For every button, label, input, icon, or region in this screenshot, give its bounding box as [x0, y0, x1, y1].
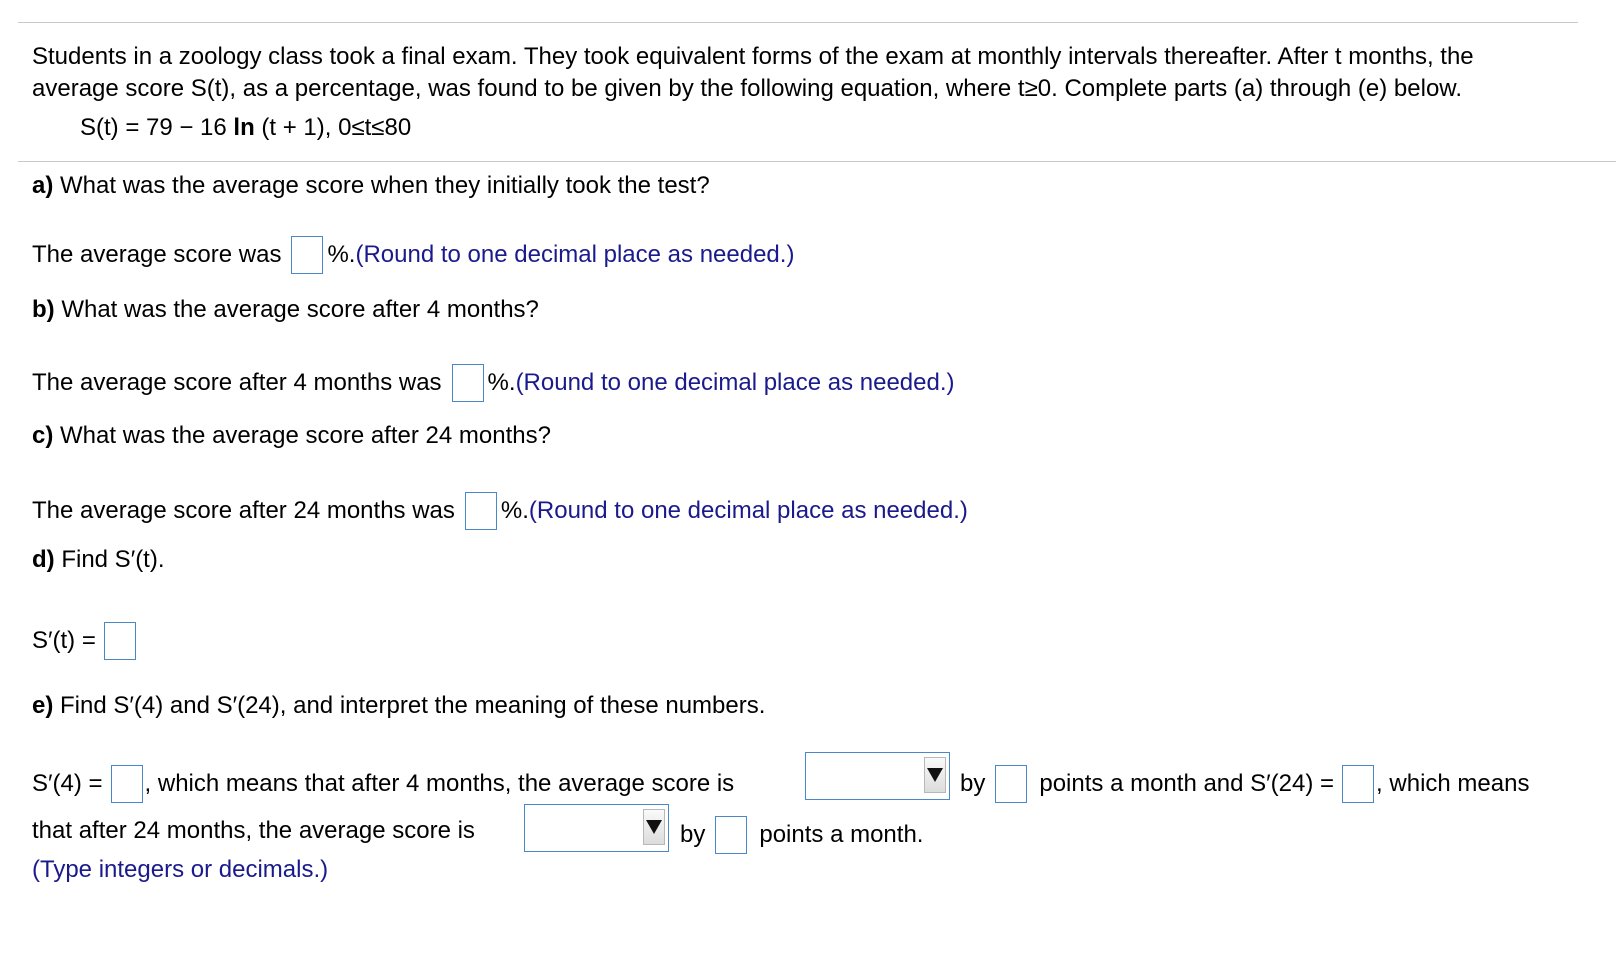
part-c-question: [32, 421, 551, 451]
part-e-hint: (Type integers or decimals.): [32, 856, 329, 883]
part-e-rate-4-input[interactable]: [995, 765, 1027, 803]
equation: [80, 113, 411, 143]
top-divider: [18, 22, 1578, 23]
part-a-label: a): [32, 172, 54, 199]
part-e-s4-input[interactable]: [111, 765, 143, 803]
part-e-line-1-rest: [960, 765, 1529, 803]
part-c-question-text: What was the average score after 24 months?: [53, 422, 551, 449]
dropdown-arrow-icon[interactable]: [924, 757, 946, 793]
part-c-answer-prefix: The average score after 24 months was: [32, 497, 455, 524]
part-e-line-2-rest: [680, 816, 923, 854]
part-e-question-text: Find S′(4) and S′(24), and interpret the meaning of these numbers.: [53, 692, 766, 719]
part-c-label: c): [32, 422, 54, 449]
part-e-middle-2: points a month and S′(24) =: [1039, 770, 1335, 797]
part-e-dropdown-2[interactable]: [524, 804, 669, 852]
part-e-by-1: by: [960, 770, 986, 797]
part-a-answer-prefix: The average score was: [32, 241, 282, 268]
part-a-answer-suffix: %.: [327, 241, 356, 268]
part-e-line-2: [32, 816, 475, 846]
intro-line-1: Students in a zoology class took a final exam. They took equivalent forms of the exam at monthly intervals thereafter. After t months, the: [32, 43, 1474, 70]
part-e-line-1: [32, 765, 734, 803]
equation-pre: S(t) = 79 − 16: [80, 114, 234, 141]
part-b-answer-row: [32, 364, 955, 402]
intro-line-2: average score S(t), as a percentage, was found to be given by the following equation, where t≥0. Complete parts (a) through (e) below.: [32, 75, 1462, 102]
part-a-answer-input[interactable]: [291, 236, 323, 274]
part-c-answer-suffix: %.: [500, 497, 529, 524]
part-e-rate-24-input[interactable]: [715, 816, 747, 854]
part-b-question-text: What was the average score after 4 months?: [54, 296, 539, 323]
part-d-question: [32, 545, 165, 575]
part-a-question-text: What was the average score when they initially took the test?: [53, 172, 710, 199]
part-d-label: d): [32, 546, 55, 573]
part-e-line-2-suffix: points a month.: [759, 821, 924, 848]
section-divider: [18, 161, 1616, 162]
part-d-answer-input[interactable]: [104, 622, 136, 660]
part-c-answer-row: [32, 492, 968, 530]
part-e-s24-input[interactable]: [1342, 765, 1374, 803]
part-e-dropdown-1[interactable]: [805, 752, 950, 800]
part-a-answer-row: [32, 236, 794, 274]
part-e-label: e): [32, 692, 54, 719]
part-b-answer-input[interactable]: [452, 364, 484, 402]
part-b-answer-prefix: The average score after 4 months was: [32, 369, 442, 396]
part-c-hint: (Round to one decimal place as needed.): [528, 497, 968, 524]
part-b-label: b): [32, 296, 55, 323]
part-c-answer-input[interactable]: [465, 492, 497, 530]
equation-post: (t + 1), 0≤t≤80: [254, 114, 412, 141]
equation-ln: ln: [233, 114, 255, 141]
part-a-hint: (Round to one decimal place as needed.): [355, 241, 795, 268]
part-e-line-2-prefix: that after 24 months, the average score is: [32, 817, 475, 844]
part-e-which-means: , which means: [1376, 770, 1530, 797]
part-b-answer-suffix: %.: [487, 369, 516, 396]
part-a-question: [32, 171, 710, 201]
dropdown-arrow-icon[interactable]: [643, 809, 665, 845]
part-b-question: [32, 295, 539, 325]
part-b-hint: (Round to one decimal place as needed.): [515, 369, 955, 396]
part-d-answer-row: [32, 622, 140, 660]
part-e-s4-prefix: S′(4) =: [32, 770, 103, 797]
part-d-answer-prefix: S′(t) =: [32, 627, 96, 654]
part-e-s4-middle: , which means that after 4 months, the average score is: [144, 770, 735, 797]
part-e-question: [32, 691, 765, 721]
part-d-question-text: Find S′(t).: [54, 546, 165, 573]
part-e-by-2: by: [680, 821, 706, 848]
